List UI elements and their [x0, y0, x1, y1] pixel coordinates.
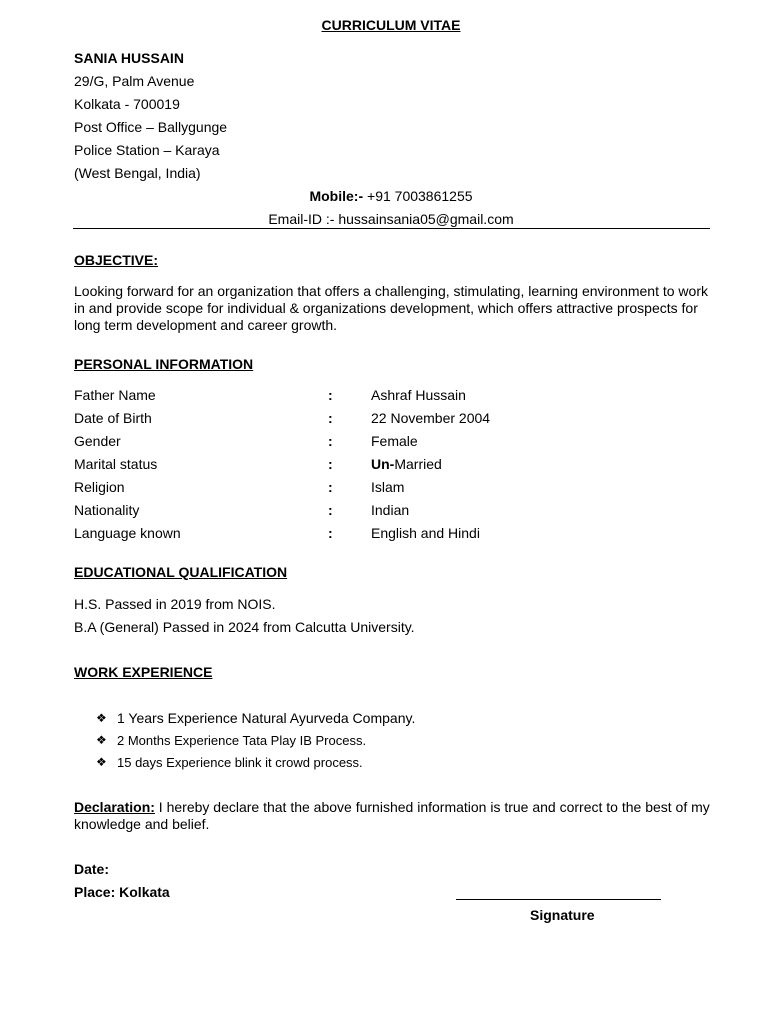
- info-value: 22 November 2004: [371, 410, 491, 426]
- mobile-label: Mobile:-: [309, 188, 364, 204]
- address-line: (West Bengal, India): [74, 165, 201, 181]
- info-label: Father Name: [74, 387, 156, 403]
- info-label: Religion: [74, 479, 125, 495]
- info-separator: :: [328, 410, 333, 426]
- education-item: B.A (General) Passed in 2024 from Calcutta University.: [74, 619, 415, 635]
- objective-text: Looking forward for an organization that offers a challenging, stimulating, learning environment to work in and provide scope for individual & organizations development, which offers attractive prospects for long term development and career growth.: [74, 283, 708, 333]
- work-heading: WORK EXPERIENCE: [74, 664, 213, 680]
- mobile-number: +91 7003861255: [363, 188, 473, 204]
- info-value: Female: [371, 433, 418, 449]
- personal-info-heading: PERSONAL INFORMATION: [74, 356, 254, 372]
- info-label: Marital status: [74, 456, 158, 472]
- place-label: Place: Kolkata: [74, 884, 170, 900]
- info-value: Indian: [371, 502, 410, 518]
- info-value: English and Hindi: [371, 525, 480, 541]
- education-item: H.S. Passed in 2019 from NOIS.: [74, 596, 276, 612]
- diamond-bullet-icon: ❖: [96, 755, 107, 769]
- header-divider: [73, 228, 710, 229]
- info-separator: :: [328, 479, 333, 495]
- mobile-line: [0, 188, 768, 204]
- info-value-text: Married: [394, 456, 442, 472]
- info-separator: :: [328, 525, 333, 541]
- address-line: Post Office – Ballygunge: [74, 119, 228, 135]
- declaration: [74, 799, 714, 833]
- candidate-name: SANIA HUSSAIN: [74, 50, 184, 66]
- work-item: 2 Months Experience Tata Play IB Process.: [117, 733, 367, 748]
- address-line: Kolkata - 700019: [74, 96, 180, 112]
- diamond-bullet-icon: ❖: [96, 733, 107, 747]
- diamond-bullet-icon: ❖: [96, 711, 107, 725]
- email-line: Email-ID :- hussainsania05@gmail.com: [268, 211, 514, 227]
- signature-line: [456, 899, 661, 900]
- objective-heading: OBJECTIVE:: [74, 252, 159, 268]
- info-separator: :: [328, 433, 333, 449]
- info-value: Islam: [371, 479, 405, 495]
- signature-label: Signature: [530, 907, 595, 923]
- date-label: Date:: [74, 861, 110, 877]
- info-label: Gender: [74, 433, 121, 449]
- address-line: 29/G, Palm Avenue: [74, 73, 195, 89]
- info-separator: :: [328, 502, 333, 518]
- info-value: [371, 456, 442, 472]
- page-title: CURRICULUM VITAE: [321, 17, 461, 33]
- info-label: Language known: [74, 525, 181, 541]
- work-item: 15 days Experience blink it crowd process.: [117, 755, 363, 770]
- work-item: 1 Years Experience Natural Ayurveda Company.: [117, 710, 416, 726]
- info-value: Ashraf Hussain: [371, 387, 466, 403]
- info-separator: :: [328, 387, 333, 403]
- education-heading: EDUCATIONAL QUALIFICATION: [74, 564, 288, 580]
- info-separator: :: [328, 456, 333, 472]
- info-label: Nationality: [74, 502, 140, 518]
- info-label: Date of Birth: [74, 410, 152, 426]
- declaration-label: Declaration:: [74, 799, 155, 815]
- info-value-prefix: Un-: [371, 456, 395, 472]
- declaration-text: I hereby declare that the above furnished information is true and correct to the best of my knowledge and belief.: [74, 799, 710, 832]
- address-line: Police Station – Karaya: [74, 142, 220, 158]
